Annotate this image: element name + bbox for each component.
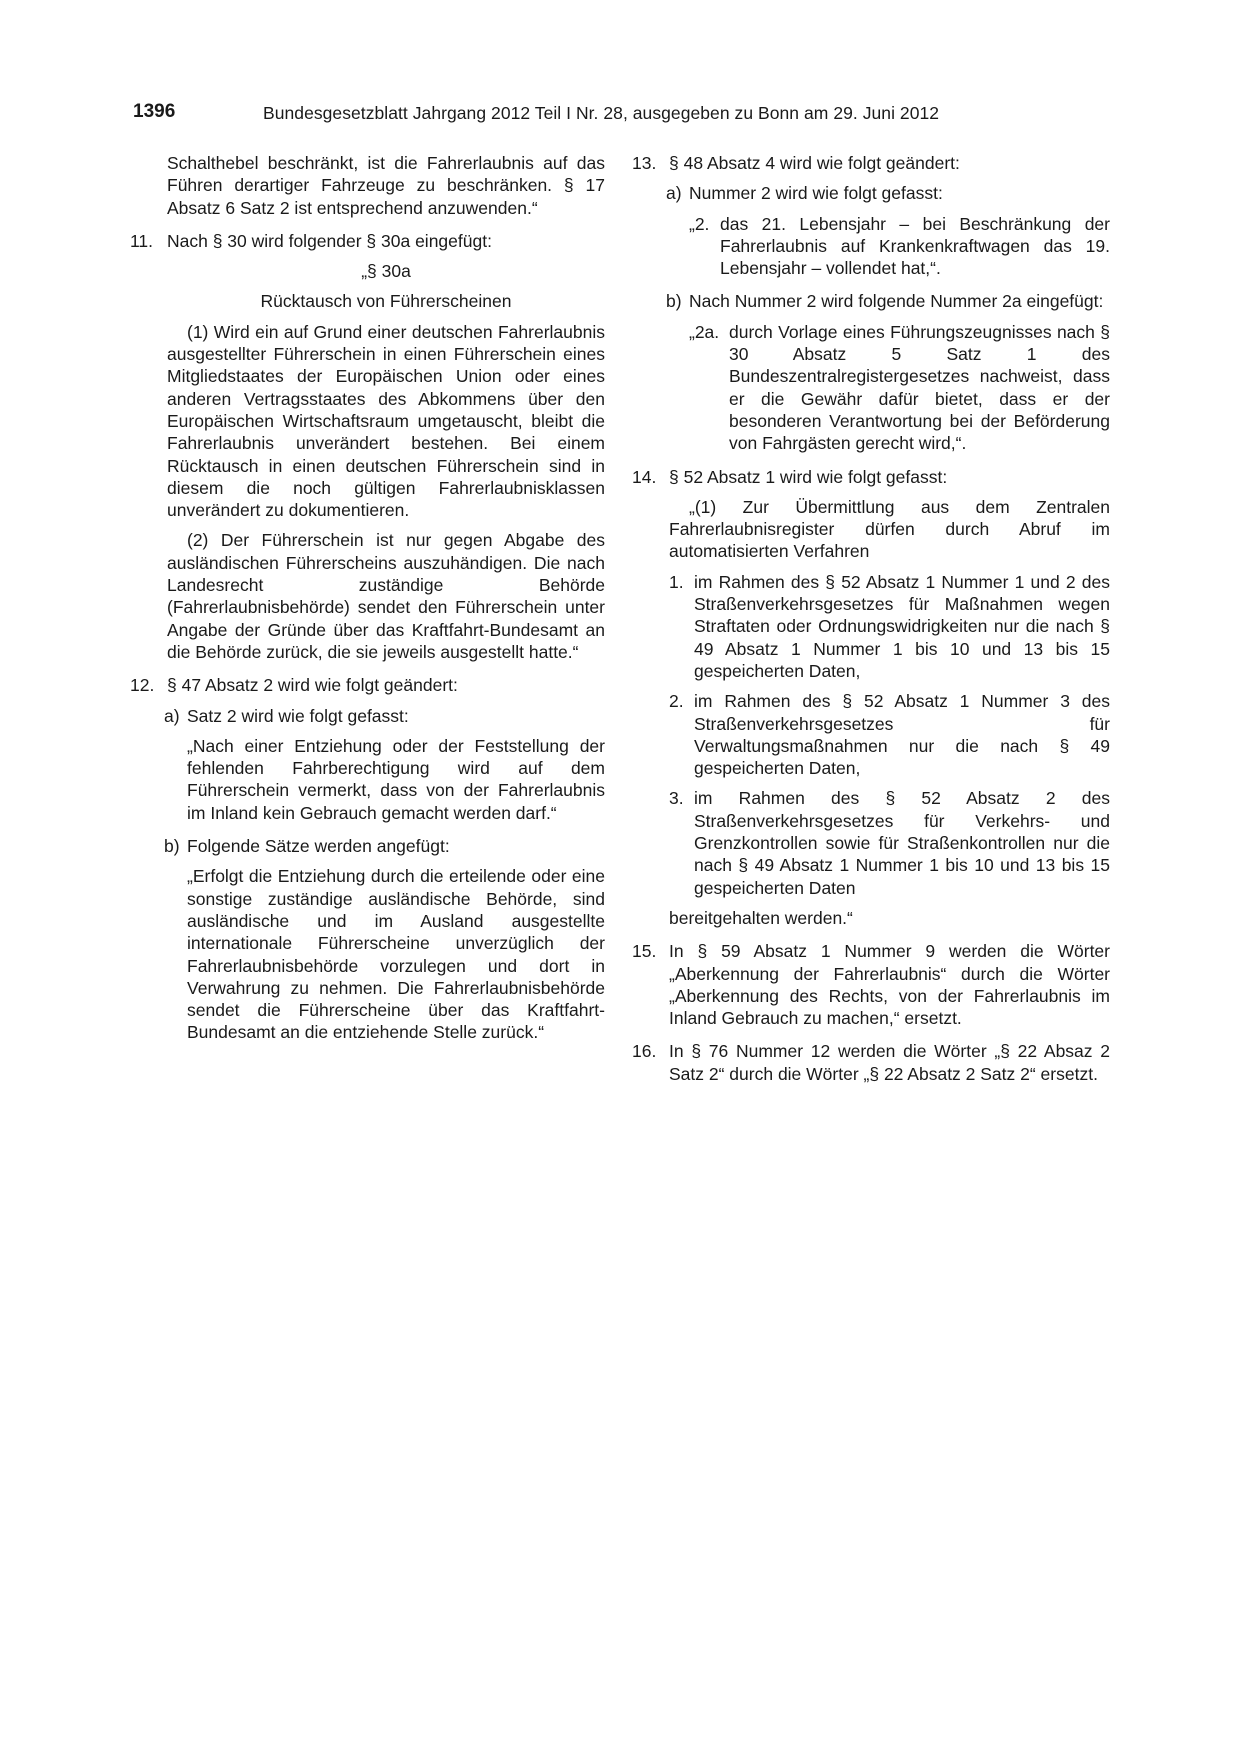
sub-marker: b) (164, 836, 180, 857)
list-item (669, 571, 1110, 682)
item-11 (130, 230, 605, 663)
item-text: In § 59 Absatz 1 Nummer 9 werden die Wörter „Aberkennung der Fahrerlaubnis“ durch die Wörter „Aberkennung des Rechts, von der Fahrerlaubnis im Inland Gebrauch zu machen,“ ersetzt. (669, 941, 1110, 1029)
item-16 (632, 1040, 1110, 1085)
item-13-a (666, 182, 1110, 279)
item-12 (130, 674, 605, 696)
item-intro: § 52 Absatz 1 wird wie folgt gefasst: (669, 466, 948, 487)
quote-closing: bereitgehalten werden.“ (669, 907, 853, 928)
list-text: im Rahmen des § 52 Absatz 1 Nummer 3 des Straßenverkehrsgesetzes für Verwaltungsmaßnahmen nur die nach § 49 gespeicherten Daten, (694, 691, 1110, 779)
right-column (632, 152, 1110, 1085)
section-title: Rücktausch von Führerscheinen (260, 291, 512, 312)
list-text: im Rahmen des § 52 Absatz 1 Nummer 1 und 2 des Straßenverkehrsgesetzes für Maßnahmen wegen Straftaten oder Ordnungswidrigkeiten nur die nach § 49 Absatz 1 Nummer 1 bis 10 und 13 bis 15 gespeicherten Daten, (694, 571, 1110, 681)
sub-marker: a) (666, 183, 682, 204)
list-marker: 3. (669, 788, 684, 809)
list-marker: 2. (669, 691, 684, 712)
section-paragraph-2: (2) Der Führerschein ist nur gegen Abgabe des ausländischen Führerscheins auszuhändigen. Die nach Landesrecht zuständige Behörde (Fahrerlaubnisbehörde) sendet den Führerschein unter Angabe der Gründe über das Kraftfahrt-Bundesamt an die Behörde zurück, die sie jeweils ausgestellt hatte.“ (167, 530, 605, 662)
running-title: Bundesgesetzblatt Jahrgang 2012 Teil I Nr. 28, ausgegeben zu Bonn am 29. Juni 2012 (263, 103, 940, 123)
item-13-b (666, 290, 1110, 454)
quote-text: das 21. Lebensjahr – bei Beschränkung der Fahrerlaubnis auf Krankenkraftwagen das 19. Lebensjahr – vollendet hat,“. (720, 213, 1110, 279)
sub-marker: b) (666, 291, 682, 312)
item-marker: 14. (632, 466, 657, 487)
quoted-number-2 (689, 213, 1110, 280)
item-text: In § 76 Nummer 12 werden die Wörter „§ 22 Absaz 2 Satz 2“ durch die Wörter „§ 22 Absatz 2 Satz 2“ ersetzt. (669, 1041, 1110, 1084)
item-marker: 11. (130, 230, 154, 251)
list-text: im Rahmen des § 52 Absatz 2 des Straßenverkehrsgesetzes für Verkehrs- und Grenzkontrollen sowie für Straßenkontrollen nur die nach § 49 Absatz 1 Nummer 1 bis 10 und 13 bis 15 gespeicherten Daten (694, 788, 1110, 898)
continuation-text: Schalthebel beschränkt, ist die Fahrerlaubnis auf das Führen derartiger Fahrzeuge zu beschränken. § 17 Absatz 6 Satz 2 ist entsprechend anzuwenden.“ (167, 153, 605, 218)
list-item (669, 787, 1110, 898)
item-marker: 13. (632, 153, 657, 173)
page-number: 1396 (133, 101, 176, 122)
list-marker: 1. (669, 571, 684, 592)
quote-marker: „2. (689, 213, 710, 234)
page-header (133, 101, 1113, 127)
item-marker: 15. (632, 941, 657, 962)
quoted-number-2a (689, 321, 1110, 455)
sub-intro: Folgende Sätze werden angefügt: (187, 836, 450, 857)
item-marker: 12. (130, 675, 155, 696)
section-number: „§ 30a (361, 261, 411, 282)
item-intro: Nach § 30 wird folgender § 30a eingefügt: (167, 230, 492, 251)
item-15 (632, 940, 1110, 1029)
item-intro: § 47 Absatz 2 wird wie folgt geändert: (167, 675, 458, 696)
quote-lead: „(1) Zur Übermittlung aus dem Zentralen Fahrerlaubnisregister dürfen durch Abruf im automatisierten Verfahren (669, 496, 1110, 562)
item-12-b (164, 835, 605, 1044)
left-column (130, 152, 605, 1044)
item-marker: 16. (632, 1041, 657, 1062)
sub-marker: a) (164, 705, 180, 726)
sub-intro: Nummer 2 wird wie folgt gefasst: (689, 183, 943, 204)
item-14 (632, 466, 1110, 930)
item-12-a (164, 705, 605, 824)
quote-marker: „2a. (689, 321, 720, 342)
section-paragraph-1: (1) Wird ein auf Grund einer deutschen Fahrerlaubnis ausgestellter Führerschein in einen Führerschein eines Mitgliedstaates der Europäischen Union oder eines anderen Vertragsstaates des Abkommens über den Europäischen Wirtschaftsraum umgetauscht, bleibt die Fahrerlaubnis unverändert bestehen. Bei einem Rücktausch in einen deutschen Führerschein sind in diesem die noch gültigen Fahrerlaubnisklassen unverändert zu dokumentieren. (167, 321, 605, 521)
item-intro: § 48 Absatz 4 wird wie folgt geändert: (669, 153, 960, 173)
sub-intro: Satz 2 wird wie folgt gefasst: (187, 705, 409, 726)
list-item (669, 690, 1110, 779)
item-13 (632, 152, 1110, 174)
quote-text: durch Vorlage eines Führungszeugnisses nach § 30 Absatz 5 Satz 1 des Bundeszentralregistergesetzes nachweist, dass er die Gewähr dafür bietet, dass er der besonderen Verantwortung bei der Beförderung von Fahrgästen gerecht wird,“. (729, 321, 1110, 454)
quote-text: „Nach einer Entziehung oder der Feststellung der fehlenden Fahrberechtigung wird auf dem Führerschein vermerkt, dass von der Fahrerlaubnis im Inland kein Gebrauch gemacht werden darf.“ (187, 735, 605, 823)
sub-intro: Nach Nummer 2 wird folgende Nummer 2a eingefügt: (689, 291, 1104, 312)
quote-text: „Erfolgt die Entziehung durch die erteilende oder eine sonstige zuständige ausländische Behörde, sind ausländische und im Ausland ausgestellte internationale Führerscheine unverzüglich der Fahrerlaubnisbehörde vorzulegen und dort in Verwahrung zu nehmen. Die Fahrerlaubnisbehörde sendet die Führerscheine über das Kraftfahrt-Bundesamt an die entziehende Stelle zurück.“ (187, 866, 605, 1043)
